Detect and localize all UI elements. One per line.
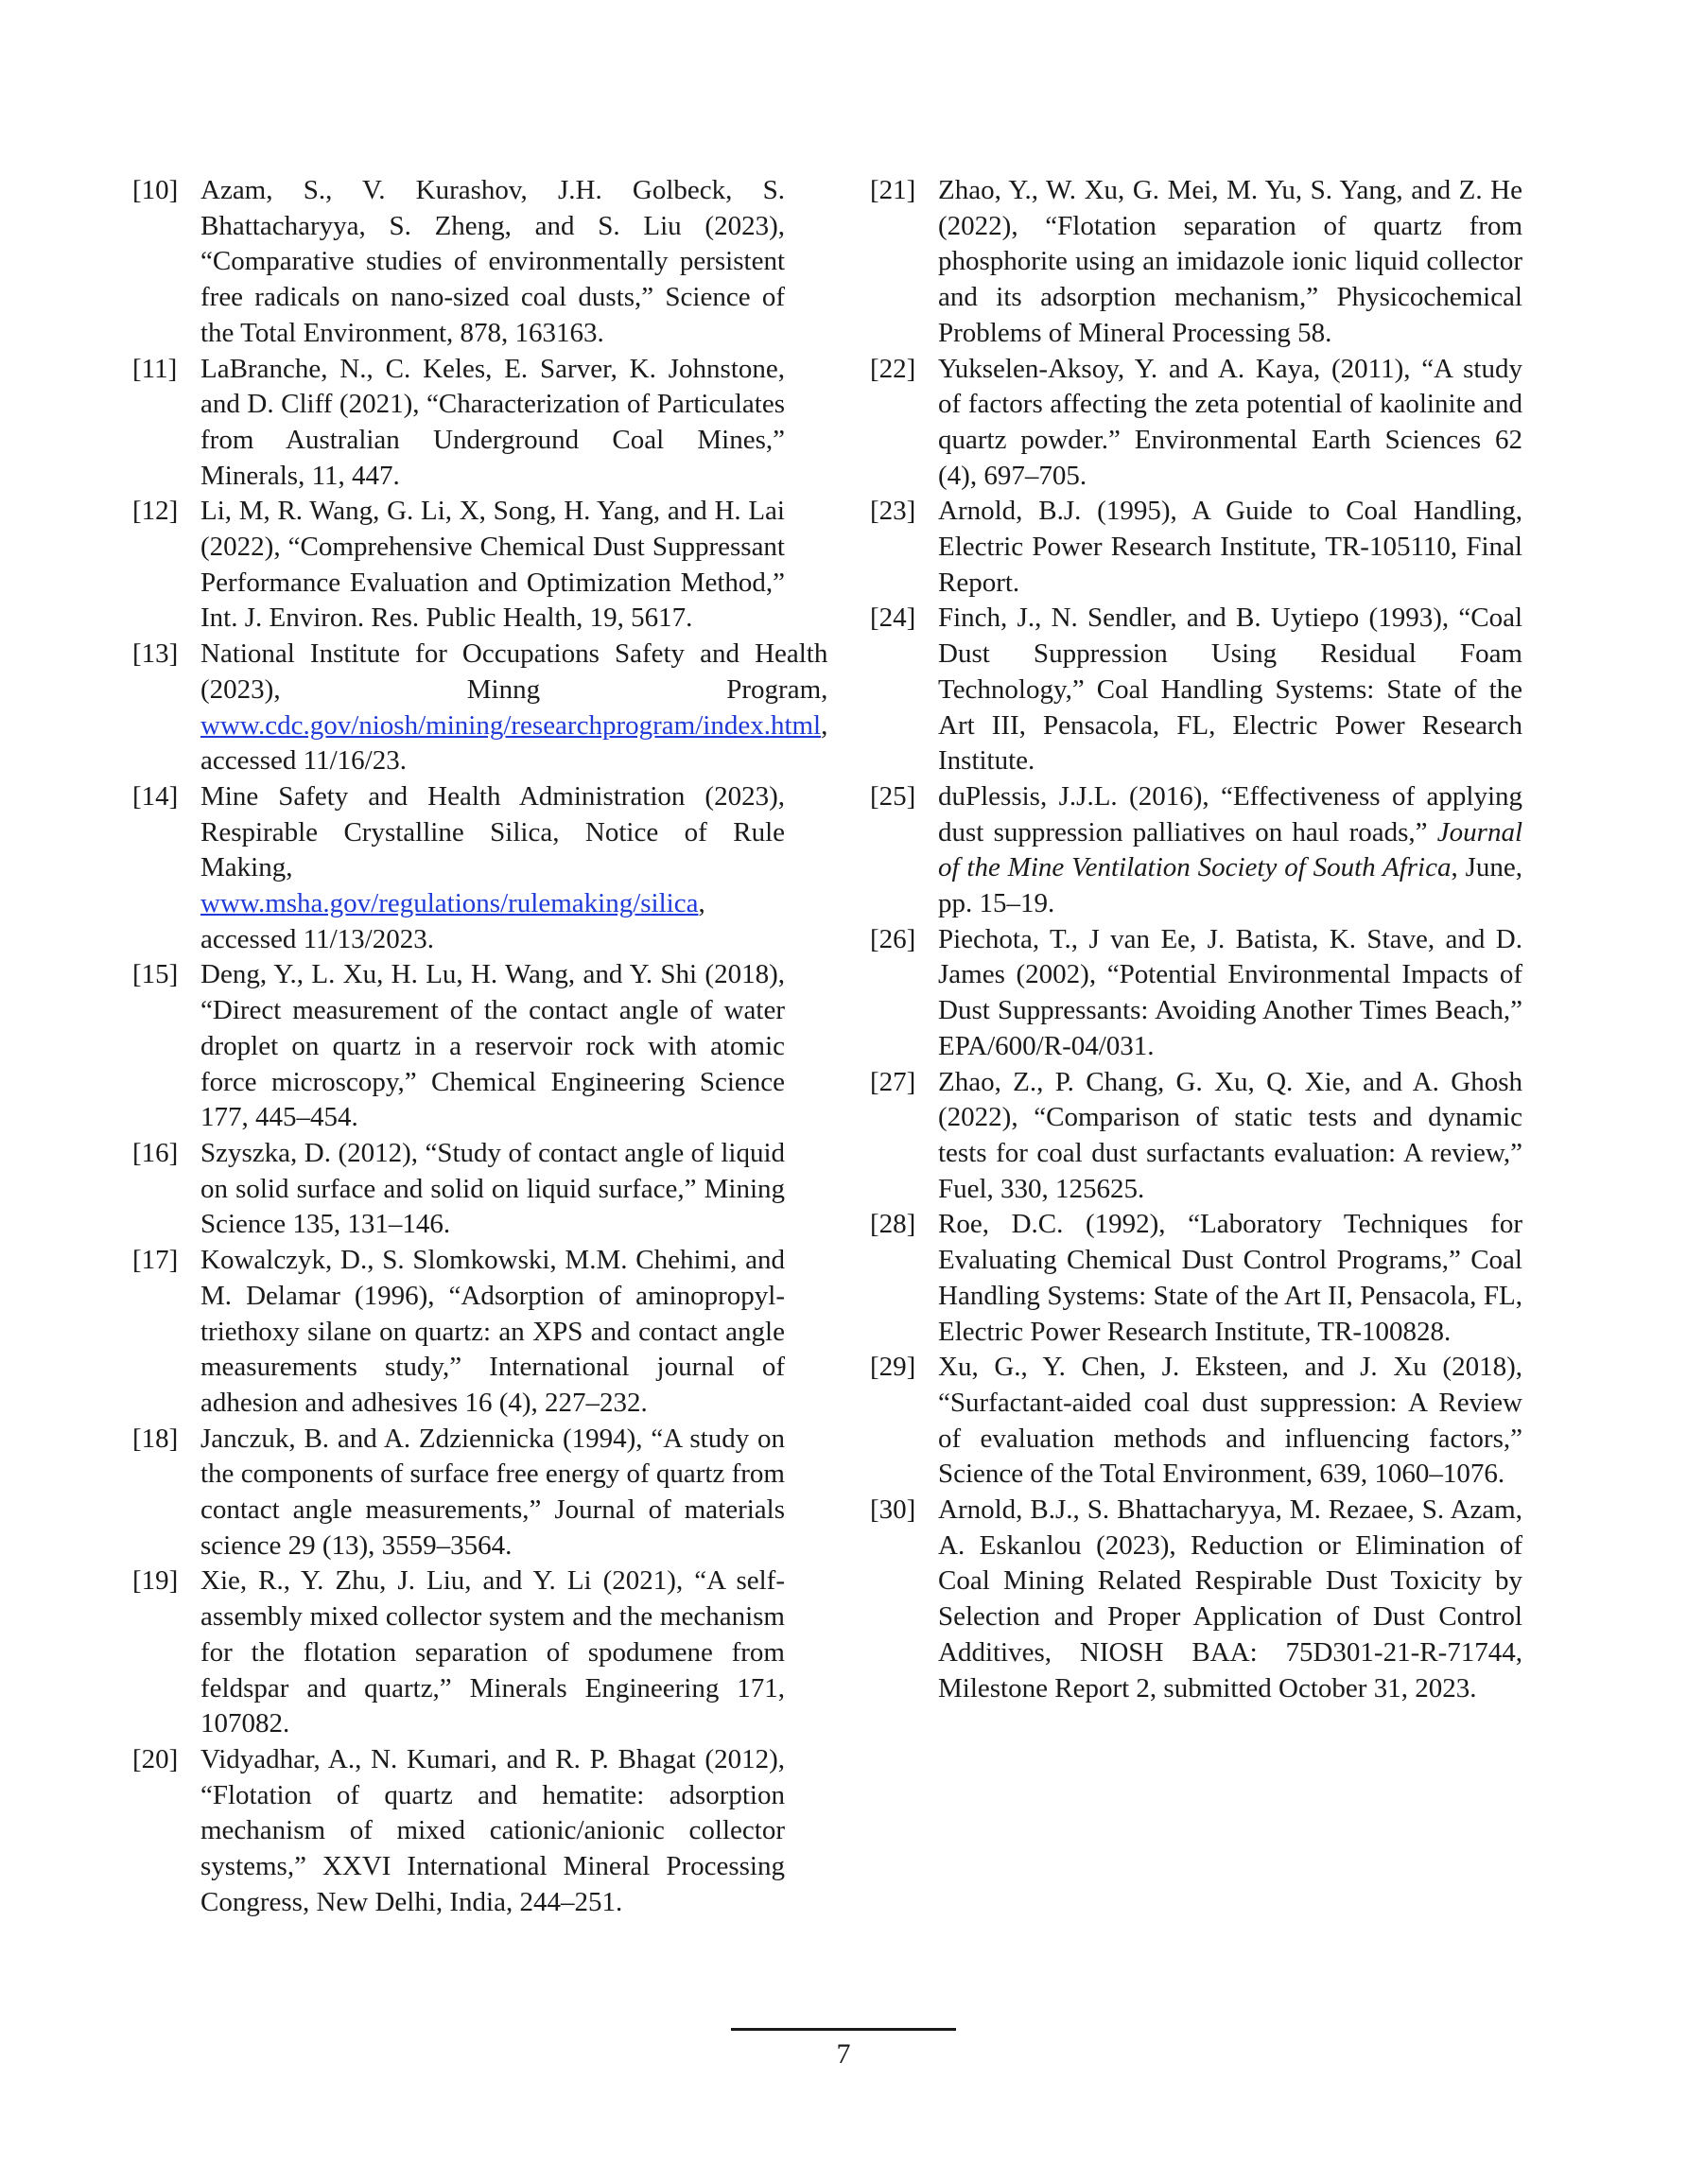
reference-entry [132,1136,785,1243]
reference-entry [870,494,1522,601]
reference-number: [30] [870,1494,916,1526]
reference-entry [132,779,785,958]
reference-text-segment: Finch, J., N. Sendler, and B. Uytiepo (1993), “Coal Dust Suppression Using Residual Foam Technology,” Coal Handling Systems: State of the Art III, Pensacola, FL, Electric Power Research Institute. [938,603,1522,777]
reference-text [938,1493,1522,1706]
reference-text-segment: , accessed 11/16/23. [200,709,828,777]
reference-text [200,352,785,495]
reference-text [200,637,827,779]
reference-text-segment: Zhao, Z., P. Chang, G. Xu, Q. Xie, and A. Ghosh (2022), “Comparison of static tests and dynamic tests for coal dust surfactants evaluation: A review,” Fuel, 330, 125625. [938,1066,1522,1204]
reference-entry [870,352,1522,495]
reference-entry [132,173,785,352]
reference-text [938,922,1522,1065]
reference-entry [870,601,1522,779]
page-number: 7 [836,2038,851,2070]
reference-text-segment: , June, pp. 15–19. [938,852,1522,919]
reference-text [200,494,785,637]
reference-entry [132,957,785,1136]
reference-text-segment: Roe, D.C. (1992), “Laboratory Techniques for Evaluating Chemical Dust Control Programs,” Coal Handling Systems: State of the Art II, Pensacola, FL, Electric Power Research Institute, TR-100828. [938,1209,1522,1347]
reference-text [938,779,1522,922]
reference-number: [23] [870,496,916,527]
reference-text [200,957,785,1136]
reference-number: [18] [132,1423,179,1454]
reference-entry [870,922,1522,1065]
reference-number: [28] [870,1209,916,1240]
reference-entry [870,779,1522,922]
reference-number: [25] [870,780,916,812]
reference-text-segment: Azam, S., V. Kurashov, J.H. Golbeck, S. Bhattacharyya, S. Zheng, and S. Liu (2023), “Comparative studies of environmentally persistent free radicals on nano-sized coal dusts,” Science of the Total Environment, 878, 163163. [200,175,785,348]
reference-journal-italic: Journal of the Mine Ventilation Society of South Africa [938,816,1522,883]
reference-text-segment: Deng, Y., L. Xu, H. Lu, H. Wang, and Y. Shi (2018), “Direct measurement of the contact angle of water droplet on quartz in a reservoir rock with atomic force microscopy,” Chemical Engineering Science 177, 445–454. [200,959,785,1133]
reference-text-segment: Szyszka, D. (2012), “Study of contact angle of liquid on solid surface and solid on liquid surface,” Mining Science 135, 131–146. [200,1137,785,1240]
reference-text-segment: Vidyadhar, A., N. Kumari, and R. P. Bhagat (2012), “Flotation of quartz and hematite: adsorption mechanism of mixed cationic/anionic collector systems,” XXVI International Mineral Processing Congress, New Delhi, India, 244–251. [200,1743,785,1917]
reference-entry [132,1243,785,1422]
reference-text [200,173,785,352]
reference-number: [27] [870,1066,916,1097]
reference-text [938,1207,1522,1350]
reference-number: [29] [870,1352,916,1383]
reference-text [200,779,785,958]
reference-entry [132,1564,785,1742]
reference-text [938,601,1522,779]
reference-link[interactable]: www.cdc.gov/niosh/mining/researchprogram/index.html [200,709,822,741]
reference-text [938,1065,1522,1208]
reference-text-segment: LaBranche, N., C. Keles, E. Sarver, K. Johnstone, and D. Cliff (2021), “Characterization of Particulates from Australian Underground Coal Mines,” Minerals, 11, 447. [200,353,785,491]
reference-entry [870,1065,1522,1208]
reference-entry [870,173,1522,352]
reference-entry [132,637,828,779]
reference-number: [22] [870,353,916,384]
reference-text-segment: , accessed 11/13/2023. [200,888,705,954]
reference-number: [24] [870,603,916,634]
reference-text-segment: Xie, R., Y. Zhu, J. Liu, and Y. Li (2021), “A self-assembly mixed collector system and the mechanism for the flotation separation of spodumene from feldspar and quartz,” Minerals Engineering 171, 107082. [200,1565,785,1739]
reference-number: [16] [132,1137,179,1168]
reference-number: [17] [132,1245,179,1276]
reference-text-segment: Arnold, B.J. (1995), A Guide to Coal Handling, Electric Power Research Institute, TR-105110, Final Report. [938,496,1522,598]
reference-text [200,1742,785,1921]
reference-text [938,173,1522,352]
reference-number: [26] [870,923,916,954]
reference-number: [19] [132,1565,179,1597]
reference-text [938,352,1522,495]
reference-number: [14] [132,780,179,812]
reference-text [200,1136,785,1243]
reference-text [938,1350,1522,1493]
reference-text [200,1422,785,1564]
reference-number: [13] [132,638,179,670]
reference-link[interactable]: www.msha.gov/regulations/rulemaking/silica [200,888,699,919]
reference-entry [870,1493,1522,1706]
reference-text-segment: Yukselen-Aksoy, Y. and A. Kaya, (2011), “A study of factors affecting the zeta potential of kaolinite and quartz powder.” Environmental Earth Sciences 62 (4), 697–705. [938,353,1522,491]
reference-entry [132,494,785,637]
reference-entry [132,1742,785,1921]
reference-number: [15] [132,959,179,990]
reference-text [200,1564,785,1742]
reference-text-segment: Janczuk, B. and A. Zdziennicka (1994), “A study on the components of surface free energy of quartz from contact angle measurements,” Journal of materials science 29 (13), 3559–3564. [200,1423,785,1561]
reference-text-segment: National Institute for Occupations Safety and Health (2023), Minng Program, [200,638,828,705]
reference-entry [870,1350,1522,1493]
reference-number: [11] [132,353,178,384]
reference-text-segment: Piechota, T., J van Ee, J. Batista, K. Stave, and D. James (2002), “Potential Environmental Impacts of Dust Suppressants: Avoiding Another Times Beach,” EPA/600/R-04/031. [938,923,1522,1061]
footer-rule [731,2028,956,2031]
reference-number: [21] [870,175,916,205]
reference-text-segment: Li, M, R. Wang, G. Li, X, Song, H. Yang, and H. Lai (2022), “Comprehensive Chemical Dust Suppressant Performance Evaluation and Optimization Method,” Int. J. Environ. Res. Public Health, 19, 5617. [200,496,785,634]
reference-number: [20] [132,1743,179,1774]
reference-number: [12] [132,496,179,527]
reference-entry [870,1207,1522,1350]
reference-text-segment: Xu, G., Y. Chen, J. Eksteen, and J. Xu (2018), “Surfactant-aided coal dust suppression: A Review of evaluation methods and influencing factors,” Science of the Total Environment, 639, 1060–1076. [938,1352,1522,1490]
reference-number: [10] [132,175,179,205]
reference-entry [132,352,785,495]
reference-text-segment: Mine Safety and Health Administration (2023), Respirable Crystalline Silica, Notice of Rule Making, [200,780,785,883]
references-column-left [132,173,828,1920]
reference-text [938,494,1522,601]
reference-text-segment: Arnold, B.J., S. Bhattacharyya, M. Rezaee, S. Azam, A. Eskanlou (2023), Reduction or Elimination of Coal Mining Related Respirable Dust Toxicity by Selection and Proper Application of Dust Control Additives, NIOSH BAA: 75D301-21-R-71744, Milestone Report 2, submitted October 31, 2023. [938,1494,1522,1704]
reference-entry [132,1422,785,1564]
reference-text-segment: Zhao, Y., W. Xu, G. Mei, M. Yu, S. Yang, and Z. He (2022), “Flotation separation of quartz from phosphorite using an imidazole ionic liquid collector and its adsorption mechanism,” Physicochemical Problems of Mineral Processing 58. [938,175,1522,348]
reference-text-segment: Kowalczyk, D., S. Slomkowski, M.M. Chehimi, and M. Delamar (1996), “Adsorption of aminopropyl-triethoxy silane on quartz: an XPS and contact angle measurements study,” International journal of adhesion and adhesives 16 (4), 227–232. [200,1245,785,1418]
references-column-right [870,173,1522,1706]
reference-text-segment: duPlessis, J.J.L. (2016), “Effectiveness of applying dust suppression palliatives on haul roads,” [938,780,1522,847]
reference-text [200,1243,785,1422]
